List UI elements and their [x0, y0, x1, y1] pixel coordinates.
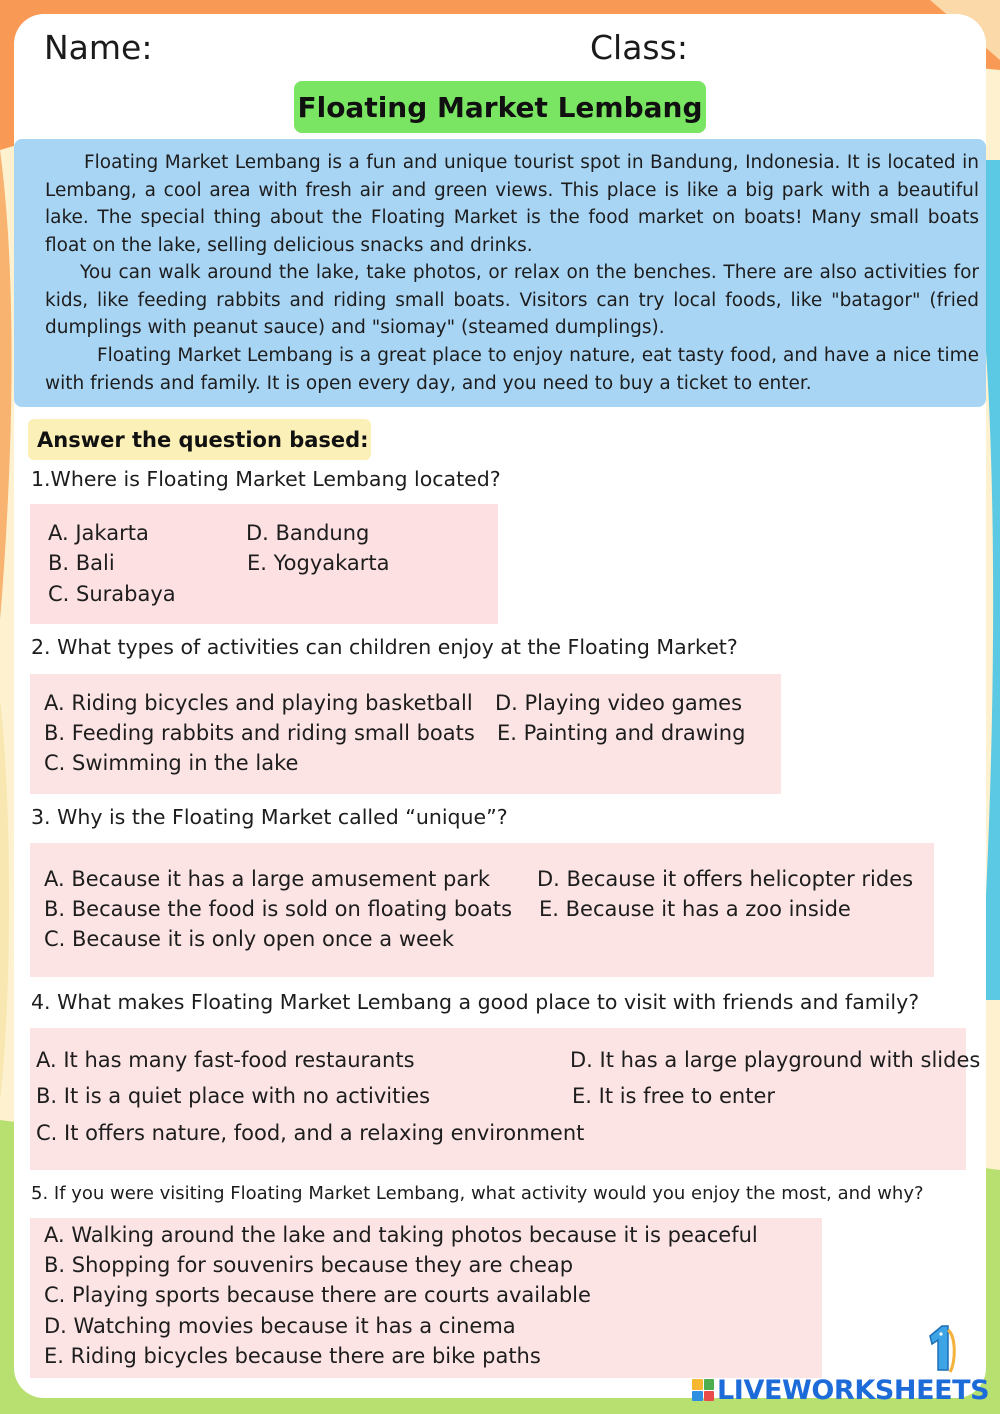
class-label: Class:: [590, 28, 688, 67]
option-5d[interactable]: D. Watching movies because it has a cinema: [44, 1314, 516, 1338]
option-2c[interactable]: C. Swimming in the lake: [44, 751, 299, 775]
option-3a[interactable]: A. Because it has a large amusement park: [44, 867, 490, 891]
question-5: 5. If you were visiting Floating Market Lembang, what activity would you enjoy the most, and why?: [31, 1183, 924, 1204]
question-1: 1.Where is Floating Market Lembang located?: [31, 467, 501, 491]
worksheet-title: Floating Market Lembang: [294, 81, 706, 133]
question-3: 3. Why is the Floating Market called “unique”?: [31, 805, 508, 829]
option-2d[interactable]: D. Playing video games: [495, 691, 743, 715]
option-2b[interactable]: B. Feeding rabbits and riding small boats: [44, 721, 475, 745]
option-4c[interactable]: C. It offers nature, food, and a relaxing environment: [36, 1121, 585, 1145]
passage-paragraph-2: You can walk around the lake, take photos, or relax on the benches. There are also activities for kids, like feeding rabbits and riding small boats. Visitors can try local foods, like "batagor" (fried dumplings with peanut sauce) and "siomay" (steamed dumplings).: [45, 262, 979, 339]
passage-paragraph-1: Floating Market Lembang is a fun and unique tourist spot in Bandung, Indonesia. It is located in Lembang, a cool area with fresh air and green views. This place is like a big park with a beautiful lake. The special thing about the Floating Market is the food market on boats! Many small boats float on the lake, selling delicious snacks and drinks.: [45, 152, 979, 256]
liveworksheets-logo: [692, 1374, 989, 1406]
option-3d[interactable]: D. Because it offers helicopter rides: [537, 867, 914, 891]
name-label: Name:: [44, 28, 153, 67]
passage-paragraph-3: Floating Market Lembang is a great place to enjoy nature, eat tasty food, and have a nice time with friends and family. It is open every day, and you need to buy a ticket to enter.: [45, 345, 979, 394]
question-3-options: [30, 843, 934, 977]
option-4e[interactable]: E. It is free to enter: [572, 1084, 776, 1108]
option-1a[interactable]: A. Jakarta: [48, 521, 149, 545]
question-2: 2. What types of activities can children enjoy at the Floating Market?: [31, 635, 738, 659]
brand-name: LIVEWORKSHEETS: [717, 1374, 990, 1406]
option-5a[interactable]: A. Walking around the lake and taking photos because it is peaceful: [44, 1223, 758, 1247]
reading-passage: [14, 139, 986, 407]
option-1c[interactable]: C. Surabaya: [48, 582, 176, 606]
question-1-options: [30, 504, 498, 624]
liveworksheets-logo-icon: [692, 1379, 714, 1401]
option-2e[interactable]: E. Painting and drawing: [497, 721, 746, 745]
question-2-options: [30, 674, 781, 794]
option-5b[interactable]: B. Shopping for souvenirs because they are cheap: [44, 1253, 574, 1277]
option-3e[interactable]: E. Because it has a zoo inside: [539, 897, 851, 921]
option-5e[interactable]: E. Riding bicycles because there are bike paths: [44, 1344, 541, 1368]
option-3c[interactable]: C. Because it is only open once a week: [44, 927, 454, 951]
question-4-options: [30, 1028, 981, 1170]
option-4b[interactable]: B. It is a quiet place with no activities: [36, 1084, 431, 1108]
option-2a[interactable]: A. Riding bicycles and playing basketball: [44, 691, 473, 715]
number-one-mascot-icon: [922, 1322, 962, 1378]
option-1d[interactable]: D. Bandung: [246, 521, 370, 545]
option-1b[interactable]: B. Bali: [48, 551, 115, 575]
instruction-label: Answer the question based:: [28, 419, 371, 460]
option-3b[interactable]: B. Because the food is sold on floating boats: [44, 897, 513, 921]
option-4d[interactable]: D. It has a large playground with slides: [570, 1048, 981, 1072]
question-4: 4. What makes Floating Market Lembang a good place to visit with friends and family?: [31, 990, 920, 1014]
option-4a[interactable]: A. It has many fast-food restaurants: [36, 1048, 415, 1072]
option-1e[interactable]: E. Yogyakarta: [247, 551, 390, 575]
question-5-options: [30, 1218, 822, 1378]
option-5c[interactable]: C. Playing sports because there are courts available: [44, 1283, 591, 1307]
